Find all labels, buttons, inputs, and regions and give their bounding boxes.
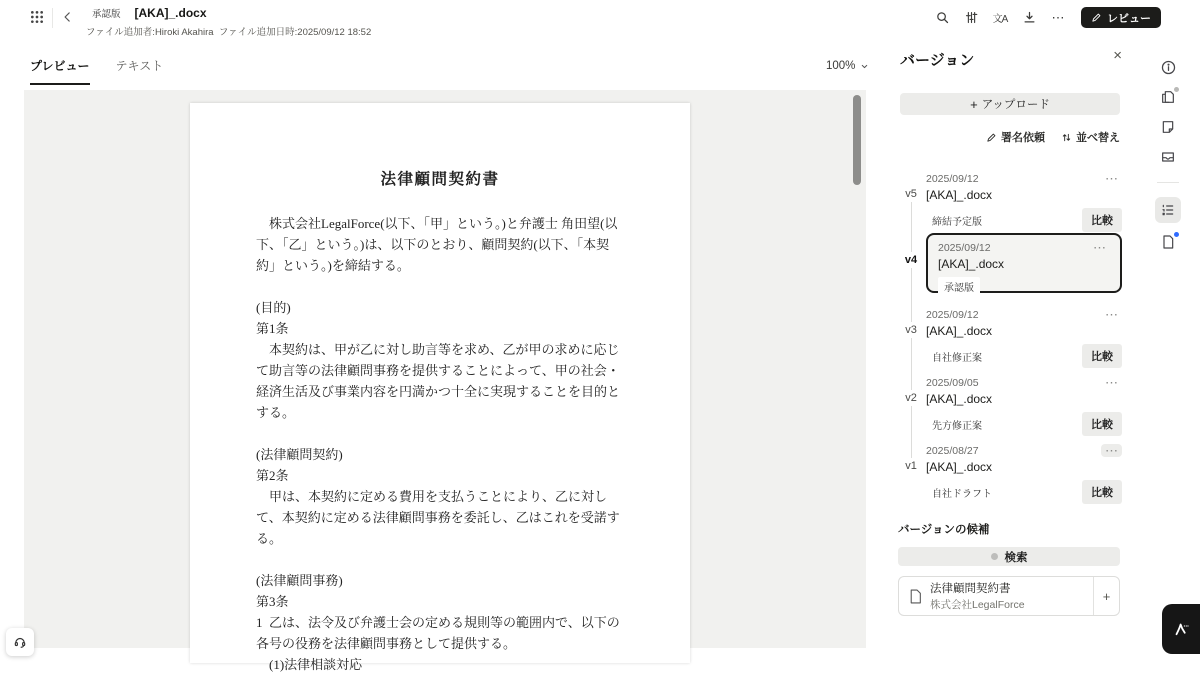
upload-button[interactable]: + アップロード — [900, 93, 1120, 115]
info-icon[interactable] — [1157, 56, 1179, 78]
document-paragraph: (目的) — [256, 300, 291, 315]
document-paragraph: 第2条 — [256, 468, 289, 483]
pencil-icon — [986, 132, 997, 143]
version-status-badge: 自社修正案 — [926, 347, 988, 366]
candidate-subtitle: 株式会社LegalForce — [930, 599, 1025, 611]
support-headset-icon[interactable] — [6, 628, 34, 656]
app-grid-icon[interactable] — [28, 9, 46, 27]
more-menu-icon[interactable]: ⋯ — [1048, 8, 1068, 28]
version-item — [884, 369, 1136, 437]
document-paragraph: (法律顧問契約) — [256, 447, 343, 462]
version-date: 2025/09/12 — [926, 308, 979, 321]
add-candidate-button[interactable]: + — [1093, 577, 1119, 615]
version-date: 2025/09/12 — [938, 241, 991, 254]
version-date: 2025/09/05 — [926, 376, 979, 389]
divider — [1157, 182, 1179, 183]
version-date: 2025/09/12 — [926, 172, 979, 185]
version-more-icon[interactable]: ⋯ — [1089, 241, 1110, 254]
compare-button[interactable]: 比較 — [1082, 208, 1122, 232]
version-list — [884, 165, 1136, 505]
version-filename: [AKA]_.docx — [926, 392, 993, 406]
compare-button[interactable]: 比較 — [1082, 344, 1122, 368]
version-card[interactable] — [926, 233, 1122, 293]
version-label: v2 — [905, 392, 917, 404]
compare-button[interactable]: 比較 — [1082, 480, 1122, 504]
document-paragraph: 甲は、本契約に定める費用を支払うことにより、乙に対して、本契約に定める法律顧問事務を委託し、乙はこれを受諾する。 — [256, 489, 620, 546]
version-more-icon[interactable]: ⋯ — [1101, 376, 1122, 389]
status-dot-icon — [991, 553, 998, 560]
translate-icon[interactable]: 文A — [990, 8, 1010, 28]
tune-settings-icon[interactable] — [961, 8, 981, 28]
top-bar — [0, 0, 1200, 36]
versions-list-icon[interactable] — [1155, 197, 1181, 223]
version-filename: [AKA]_.docx — [926, 324, 993, 338]
chevron-down-icon — [860, 62, 869, 71]
version-status-badge: 自社ドラフト — [926, 483, 998, 502]
inbox-icon[interactable] — [1157, 146, 1179, 168]
version-filename: [AKA]_.docx — [926, 460, 993, 474]
candidate-card[interactable] — [898, 576, 1120, 616]
copy-document-icon[interactable] — [1157, 86, 1179, 108]
note-icon[interactable] — [1157, 116, 1179, 138]
version-status-badge: 先方修正案 — [926, 415, 988, 434]
version-card[interactable] — [926, 374, 1122, 432]
document-paragraph: 株式会社LegalForce(以下、「甲」という。)と弁護士 角田望(以下、「乙」という。)は、以下のとおり、顧問契約(以下、「本契約」という。)を締結する。 — [256, 216, 618, 273]
sort-arrows-icon — [1061, 132, 1072, 143]
zoom-value: 100% — [826, 60, 856, 72]
file-title: [AKA]_.docx — [134, 6, 207, 20]
tab-preview[interactable]: プレビュー — [30, 57, 90, 85]
version-status-badge: 締結予定版 — [926, 211, 988, 230]
file-meta: ファイル追加者:Hiroki Akahira ファイル追加日時:2025/09/12 18:52 — [86, 27, 372, 38]
version-more-icon[interactable]: ⋯ — [1101, 444, 1122, 457]
version-label: v4 — [904, 254, 918, 266]
version-label: v5 — [905, 188, 917, 200]
version-card[interactable] — [926, 170, 1122, 228]
document-preview-panel — [24, 90, 866, 672]
version-filename: [AKA]_.docx — [926, 188, 993, 202]
version-item — [884, 301, 1136, 369]
version-item — [884, 437, 1136, 505]
ai-assistant-tab[interactable] — [1162, 604, 1200, 654]
right-icon-rail — [1136, 36, 1200, 674]
version-more-icon[interactable]: ⋯ — [1101, 172, 1122, 185]
document-icon — [909, 589, 922, 604]
tab-text[interactable]: テキスト — [115, 59, 164, 73]
download-icon[interactable] — [1019, 8, 1039, 28]
version-item — [884, 165, 1136, 233]
version-filename: [AKA]_.docx — [938, 257, 1005, 271]
zoom-control[interactable] — [826, 60, 869, 72]
compare-button[interactable]: 比較 — [1082, 412, 1122, 436]
versions-panel-title: バージョン — [900, 52, 975, 69]
version-more-icon[interactable]: ⋯ — [1101, 308, 1122, 321]
plus-icon: + — [970, 96, 978, 112]
document-paragraph: 本契約は、甲が乙に対し助言等を求め、乙が甲の求めに応じて助言等の法律顧問事務を提供することによって、甲の社会・経済生活及び事業内容を円満かつ十全に実現することを目的とする。 — [256, 342, 621, 420]
document-page — [190, 103, 690, 672]
document-page-body — [190, 103, 690, 675]
document-paragraph: 1 乙は、法令及び弁護士会の定める規則等の範囲内で、以下の各号の役務を法律顧問事務として提供する。 — [256, 615, 620, 651]
divider — [52, 8, 53, 28]
document-paragraph: 第1条 — [256, 321, 289, 336]
version-label: v1 — [905, 460, 917, 472]
document-badge-icon[interactable] — [1157, 231, 1179, 253]
document-title: 法律顧問契約書 — [380, 171, 500, 188]
document-paragraph: (法律顧問事務) — [256, 573, 343, 588]
file-header — [86, 5, 371, 38]
ai-logo-icon — [1172, 620, 1190, 638]
sign-request-button[interactable]: 署名依頼 — [986, 129, 1045, 145]
scrollbar-thumb[interactable] — [853, 95, 861, 185]
pencil-icon — [1091, 12, 1102, 23]
document-paragraph: (1)法律相談対応 — [269, 657, 363, 672]
top-actions — [932, 7, 1161, 28]
candidate-search-button[interactable]: 検索 — [898, 547, 1120, 566]
version-date: 2025/08/27 — [926, 444, 979, 457]
version-card[interactable] — [926, 442, 1122, 500]
version-card[interactable] — [926, 306, 1122, 364]
versions-panel — [884, 36, 1136, 674]
document-paragraph: 第3条 — [256, 594, 289, 609]
version-item — [884, 233, 1136, 301]
back-chevron-icon[interactable] — [59, 9, 77, 27]
candidate-title: 法律顧問契約書 — [930, 583, 1011, 595]
version-label: v3 — [905, 324, 917, 336]
version-status-badge: 承認版 — [938, 277, 980, 296]
review-button[interactable]: レビュー — [1081, 7, 1161, 28]
search-icon[interactable] — [932, 8, 952, 28]
status-badge: 承認版 — [86, 5, 127, 21]
close-icon[interactable]: × — [1113, 47, 1122, 64]
sort-button[interactable]: 並べ替え — [1061, 129, 1120, 145]
version-candidates-title: バージョンの候補 — [898, 524, 990, 536]
view-tabs — [30, 57, 163, 85]
